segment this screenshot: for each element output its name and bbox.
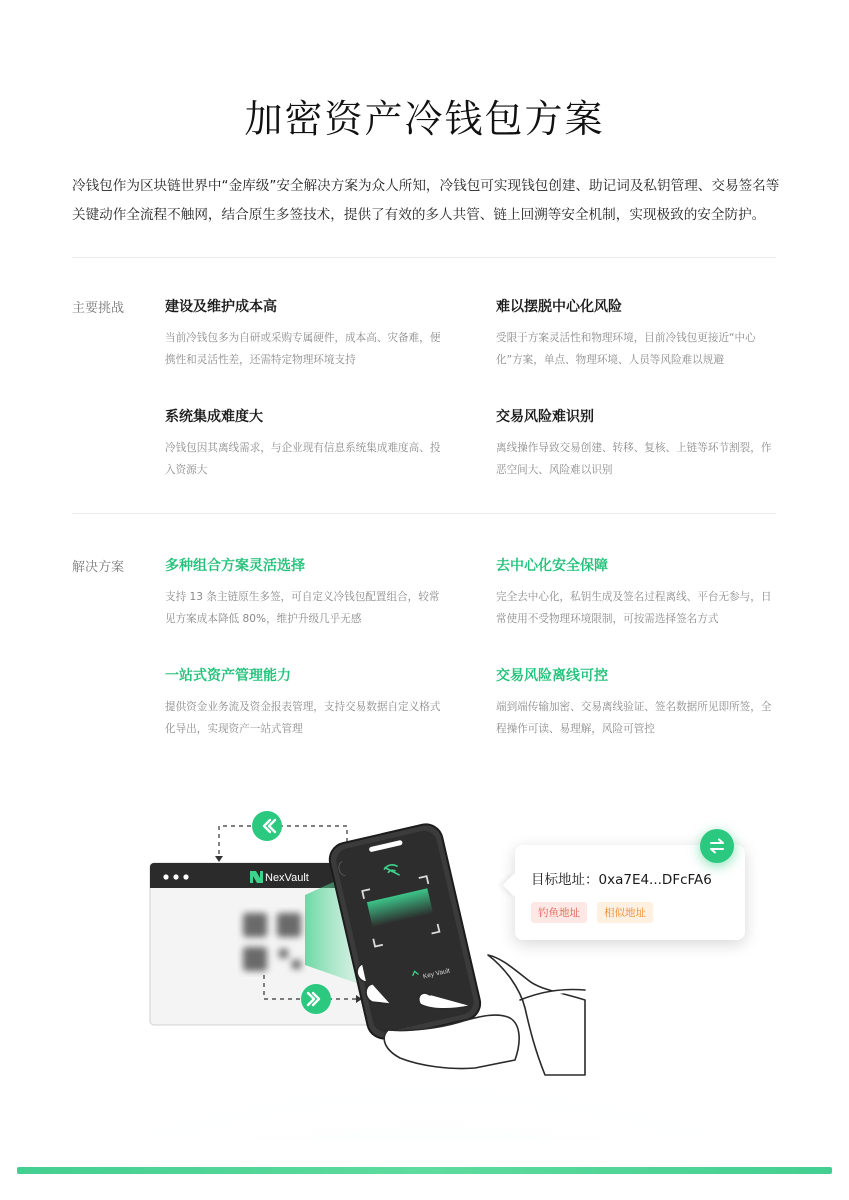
swap-icon [700,829,734,863]
flow-arrow-top [219,826,347,858]
challenge-desc: 离线操作导致交易创建、转移、复核、上链等环节割裂，作恶空间大、风险难以识别 [496,442,772,476]
chevron-right-double-icon [301,984,331,1014]
address-label: 目标地址： [531,872,599,888]
challenge-title: 难以摆脱中心化风险 [496,299,622,315]
challenge-title: 建设及维护成本高 [165,299,277,315]
address-value: 0xa7E4...DFcFA6 [598,872,712,888]
solution-title: 交易风险离线可控 [496,668,608,684]
challenge-item [165,406,450,481]
divider [72,257,776,258]
similar-tag: 相似地址 [597,902,653,923]
solution-desc: 完全去中心化，私钥生成及签名过程离线、平台无参与，日常使用不受物理环境限制，可按需选择签名方式 [496,591,772,625]
challenge-item [496,406,781,481]
solution-title: 一站式资产管理能力 [165,668,291,684]
solution-desc: 端到端传输加密、交易离线验证、签名数据所见即所签，全程操作可读、易理解，风险可管控 [496,701,772,735]
challenge-desc: 当前冷钱包多为自研或采购专属硬件，成本高、灾备难，便携性和灵活性差，还需特定物理环境支持 [165,332,441,366]
phone-logo-text: Key Vault [422,967,451,981]
solution-desc: 提供资金业务流及资金报表管理，支持交易数据自定义格式化导出，实现资产一站式管理 [165,701,441,735]
solutions-label: 解决方案 [72,560,125,575]
challenge-title: 交易风险难识别 [496,409,594,425]
phishing-tag: 钓鱼地址 [531,902,587,923]
chevron-left-double-icon [252,811,282,841]
solution-item [496,665,781,740]
nexvault-logo-icon [250,871,263,883]
solution-item [165,665,450,740]
challenge-desc: 受限于方案灵活性和物理环境，目前冷钱包更接近“中心化”方案，单点、物理环境、人员等风险难以规避 [496,332,756,366]
solution-title: 多种组合方案灵活选择 [165,558,305,574]
solution-item [165,555,450,630]
divider [72,513,776,514]
challenges-label: 主要挑战 [72,301,125,316]
bottom-accent-bar [17,1167,832,1174]
challenge-desc: 冷钱包因其离线需求，与企业现有信息系统集成难度高、投入资源大 [165,442,441,476]
cold-wallet-illustration [0,760,849,1140]
browser-logo-text: NexVault [265,872,309,884]
solution-title: 去中心化安全保障 [496,558,608,574]
page-title: 加密资产冷钱包方案 [244,97,605,141]
solution-desc: 支持 13 条主链原生多签，可自定义冷钱包配置组合，较常见方案成本降低 80%，维护升级几乎无感 [165,591,440,625]
challenge-title: 系统集成难度大 [165,409,263,425]
challenge-item [496,296,781,371]
solution-item [496,555,781,630]
challenge-item [165,296,450,371]
target-address-text [531,868,712,888]
intro-paragraph: 冷钱包作为区块链世界中“金库级”安全解决方案为众人所知，冷钱包可实现钱包创建、助记词及私钥管理、交易签名等关键动作全流程不触网，结合原生多签技术，提供了有效的多人共管、链上回溯等安全机制，实现极致的安全防护。 [72,178,780,223]
